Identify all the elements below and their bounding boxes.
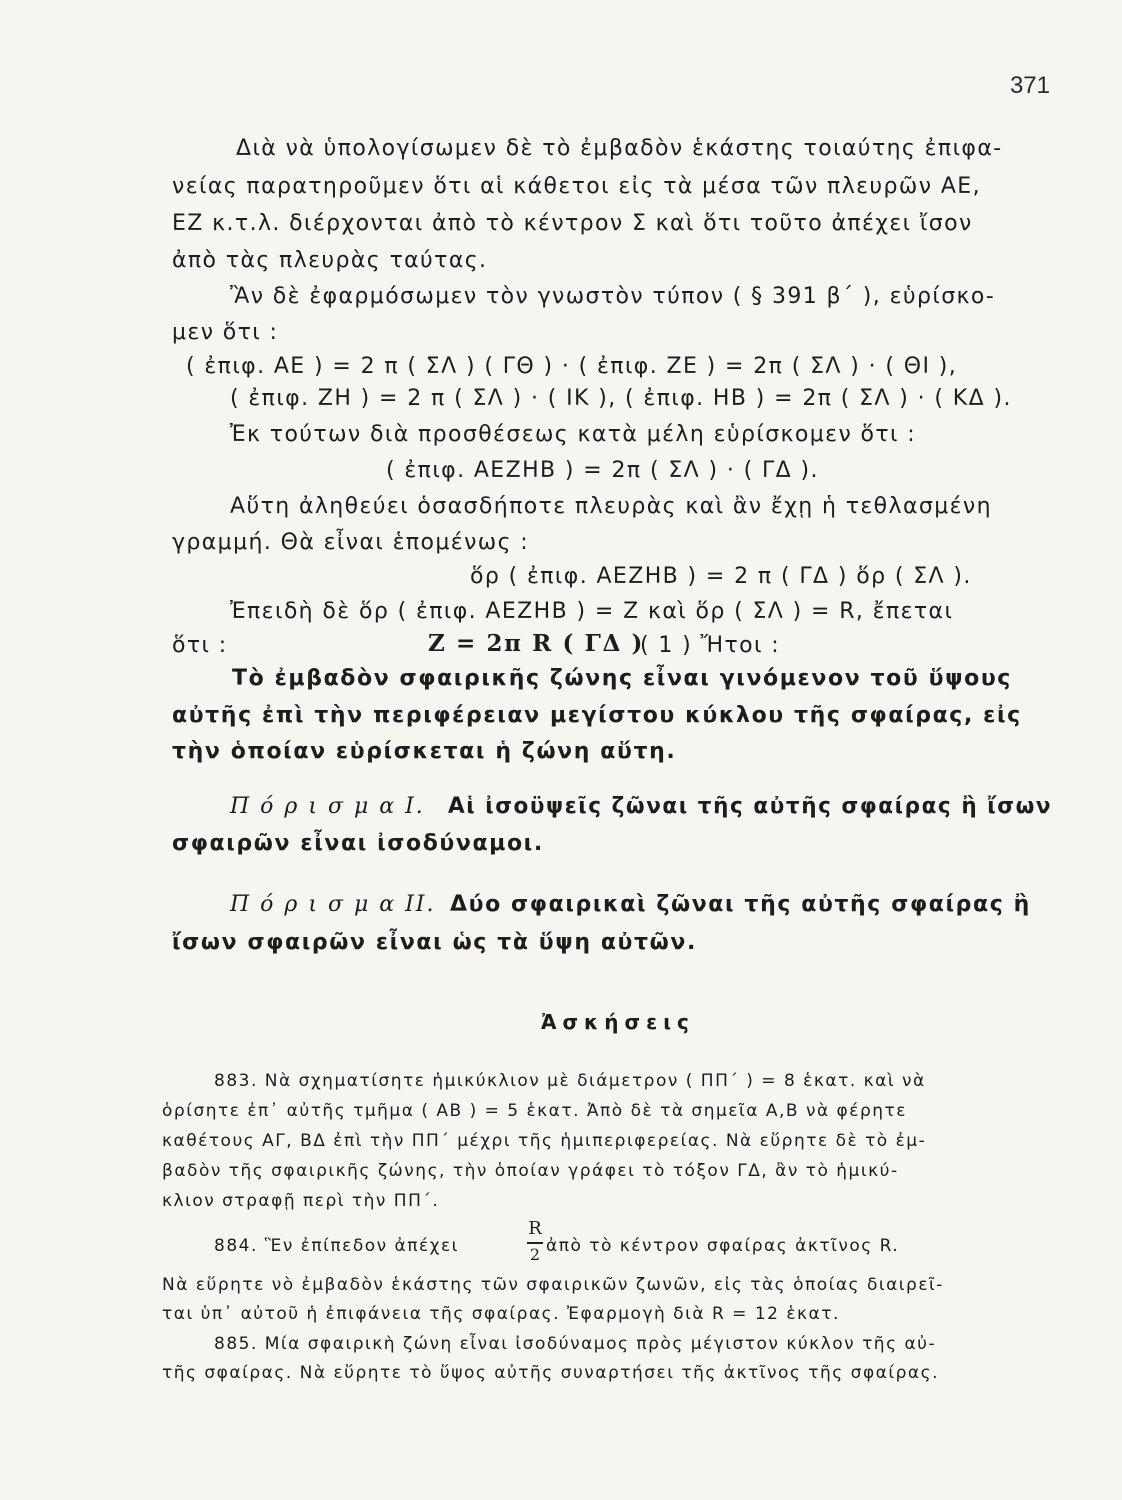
body-line-9: Ἐκ τούτων διὰ προσθέσεως κατὰ μέλη εὑρίσκομεν ὅτι : bbox=[230, 422, 917, 447]
fraction-numerator: R bbox=[528, 1218, 542, 1239]
body-line-2: νείας παρατηροῦμεν ὅτι αἱ κάθετοι εἰς τὰ μέσα τῶν πλευρῶν ΑΕ, bbox=[172, 174, 981, 199]
equation-line-3: ( ἐπιφ. ΑΕΖΗΒ ) = 2π ( ΣΛ ) · ( ΓΔ ). bbox=[386, 458, 819, 483]
exercise-884-intro-end: ἀπὸ τὸ κέντρον σφαίρας ἀκτῖνος R. bbox=[546, 1236, 900, 1256]
theorem-line-1: Τὸ ἐμβαδὸν σφαιρικῆς ζώνης εἶναι γινόμενον τοῦ ὕψους bbox=[232, 666, 1012, 691]
equation-line-2: ( ἐπιφ. ΖΗ ) = 2 π ( ΣΛ ) · ( ΙΚ ), ( ἐπιφ. ΗΒ ) = 2π ( ΣΛ ) · ( ΚΔ ). bbox=[230, 386, 1012, 411]
exercise-884-line-2: Νὰ εὕρητε νὸ ἐμβαδὸν ἑκάστης τῶν σφαιρικῶν ζωνῶν, εἰς τὰς ὁποίας διαιρεῖ- bbox=[162, 1275, 944, 1295]
body-line-6: μεν ὅτι : bbox=[172, 320, 279, 345]
exercise-883-line-5: κλιον στραφῇ περὶ τὴν ΠΠ΄. bbox=[162, 1191, 440, 1211]
equation-line-1: ( ἐπιφ. ΑΕ ) = 2 π ( ΣΛ ) ( ΓΘ ) · ( ἐπιφ. ΖΕ ) = 2π ( ΣΛ ) · ( ΘΙ ), bbox=[186, 354, 958, 379]
theorem-line-3: τὴν ὁποίαν εὑρίσκεται ἡ ζώνη αὕτη. bbox=[172, 739, 677, 764]
porisma-1-line-2: σφαιρῶν εἶναι ἰσοδύναμοι. bbox=[172, 831, 544, 856]
formula-main: Ζ = 2π R ( ΓΔ ) bbox=[428, 630, 644, 657]
formula-suffix: ( 1 ) Ἤτοι : bbox=[640, 633, 781, 658]
body-line-5: Ἂν δὲ ἐφαρμόσωμεν τὸν γνωστὸν τύπον ( § 391 β΄ ), εὑρίσκο- bbox=[230, 284, 996, 309]
fraction-denominator: 2 bbox=[529, 1245, 541, 1264]
porisma-1-line-1: Αἱ ἰσοϋψεῖς ζῶναι τῆς αὐτῆς σφαίρας ἢ ἴσων bbox=[448, 794, 1053, 819]
body-line-1: Διὰ νὰ ὑπολογίσωμεν δὲ τὸ ἐμβαδὸν ἑκάστης τοιαύτης ἐπιφα- bbox=[236, 136, 1003, 161]
porisma-2-line-1: Δύο σφαιρικαὶ ζῶναι τῆς αὐτῆς σφαίρας ἢ bbox=[450, 892, 1031, 917]
formula-prefix: ὅτι : bbox=[172, 633, 228, 658]
fraction-bar bbox=[527, 1242, 543, 1244]
equation-line-4: ὅρ ( ἐπιφ. ΑΕΖΗΒ ) = 2 π ( ΓΔ ) ὅρ ( ΣΛ ). bbox=[470, 564, 972, 589]
exercise-883-line-2: ὁρίσητε ἐπ᾽ αὐτῆς τμῆμα ( ΑΒ ) = 5 ἑκατ. Ἀπὸ δὲ τὰ σημεῖα Α,Β νὰ φέρητε bbox=[162, 1101, 907, 1121]
body-line-11: Αὕτη ἀληθεύει ὁσασδήποτε πλευρὰς καὶ ἂν ἔχῃ ἡ τεθλασμένη bbox=[230, 494, 992, 519]
porisma-1-label: Π ό ρ ι σ μ α Ι. bbox=[230, 794, 425, 819]
page-number: 371 bbox=[1009, 72, 1050, 99]
exercise-885-line-1: 885. Μία σφαιρικὴ ζώνη εἶναι ἰσοδύναμος πρὸς μέγιστον κύκλον τῆς αὐ- bbox=[214, 1334, 937, 1354]
theorem-line-2: αὐτῆς ἐπὶ τὴν περιφέρειαν μεγίστου κύκλου τῆς σφαίρας, εἰς bbox=[172, 703, 1022, 728]
exercise-883-line-1: 883. Νὰ σχηματίσητε ἡμικύκλιον μὲ διάμετρον ( ΠΠ΄ ) = 8 ἑκατ. καὶ νὰ bbox=[214, 1071, 926, 1091]
body-line-14: Ἐπειδὴ δὲ ὅρ ( ἐπιφ. ΑΕΖΗΒ ) = Ζ καὶ ὅρ ( ΣΛ ) = R, ἔπεται bbox=[230, 599, 954, 624]
body-line-3: ΕΖ κ.τ.λ. διέρχονται ἀπὸ τὸ κέντρον Σ καὶ ὅτι τοῦτο ἀπέχει ἴσον bbox=[172, 211, 973, 236]
exercise-885-line-2: τῆς σφαίρας. Νὰ εὕρητε τὸ ὕψος αὐτῆς συναρτήσει τῆς ἀκτῖνος τῆς σφαίρας. bbox=[162, 1363, 940, 1383]
porisma-2-line-2: ἴσων σφαιρῶν εἶναι ὡς τὰ ὕψη αὐτῶν. bbox=[172, 930, 697, 955]
exercise-884-line-3: ται ὑπ᾽ αὐτοῦ ἡ ἐπιφάνεια τῆς σφαίρας. Ἐφαρμογὴ διὰ R = 12 ἑκατ. bbox=[162, 1304, 840, 1324]
body-line-4: ἀπὸ τὰς πλευρὰς ταύτας. bbox=[172, 248, 488, 273]
exercise-883-line-4: βαδὸν τῆς σφαιρικῆς ζώνης, τὴν ὁποίαν γράφει τὸ τόξον ΓΔ, ἂν τὸ ἡμικύ- bbox=[162, 1161, 899, 1181]
exercise-883-line-3: καθέτους ΑΓ, ΒΔ ἐπὶ τὴν ΠΠ΄ μέχρι τῆς ἡμιπεριφερείας. Νὰ εὕρητε δὲ τὸ ἐμ- bbox=[162, 1131, 927, 1151]
exercise-884-intro: 884. Ἓν ἐπίπεδον ἀπέχει bbox=[214, 1236, 459, 1256]
exercises-heading: Ἀσκήσεις bbox=[541, 1010, 695, 1034]
body-line-12: γραμμή. Θὰ εἶναι ἑπομένως : bbox=[172, 530, 530, 555]
porisma-2-label: Π ό ρ ι σ μ α ΙΙ. bbox=[230, 892, 436, 917]
